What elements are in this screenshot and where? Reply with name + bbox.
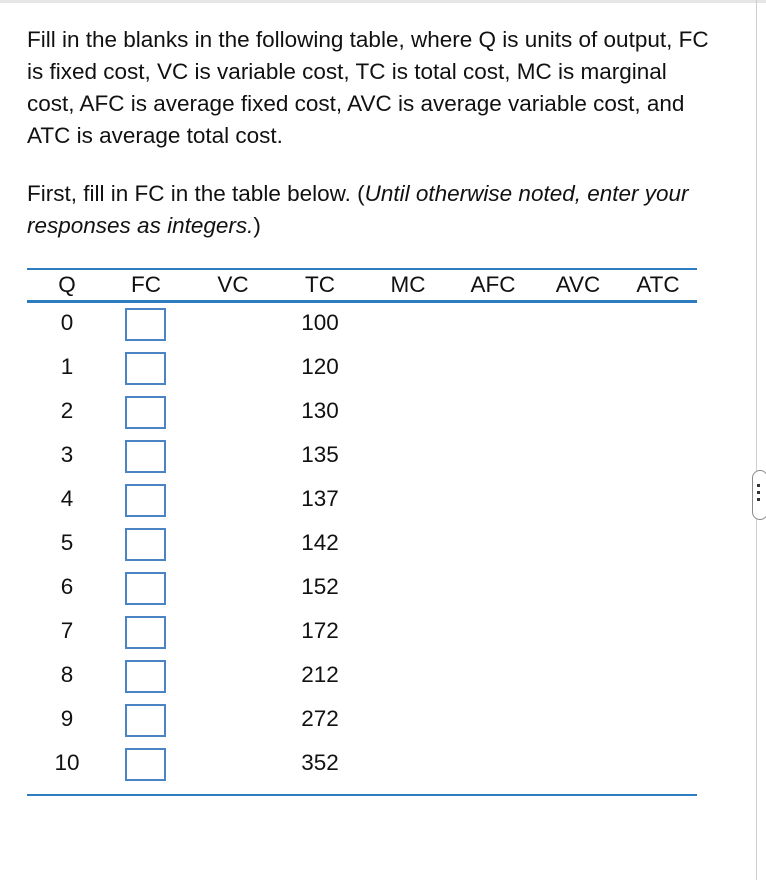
instructions-lead: First, fill in FC in the table below. ( xyxy=(27,181,365,206)
fc-input[interactable] xyxy=(125,660,166,693)
top-divider xyxy=(0,0,766,3)
table-row xyxy=(27,301,697,345)
fc-input[interactable] xyxy=(125,308,166,341)
tc-cell: 142 xyxy=(301,530,339,555)
header-q: Q xyxy=(58,272,76,297)
q-cell: 7 xyxy=(60,618,74,643)
tc-cell: 272 xyxy=(301,706,339,731)
table-row xyxy=(27,697,697,741)
header-tc: TC xyxy=(305,272,335,297)
grip-icon xyxy=(757,484,760,505)
tc-cell: 130 xyxy=(301,398,339,423)
question-instructions xyxy=(27,178,717,242)
table-row xyxy=(27,521,697,565)
header-avc: AVC xyxy=(555,272,601,297)
tc-cell: 137 xyxy=(301,486,339,511)
q-cell: 3 xyxy=(60,442,74,467)
q-cell: 8 xyxy=(60,662,74,687)
table-row xyxy=(27,345,697,389)
tc-cell: 172 xyxy=(301,618,339,643)
fc-input[interactable] xyxy=(125,396,166,429)
q-cell: 0 xyxy=(60,310,74,335)
fc-input[interactable] xyxy=(125,704,166,737)
q-cell: 5 xyxy=(60,530,74,555)
table-row xyxy=(27,653,697,697)
tc-cell: 120 xyxy=(301,354,339,379)
header-atc: ATC xyxy=(636,272,680,297)
q-cell: 9 xyxy=(60,706,74,731)
table-row xyxy=(27,477,697,521)
fc-input[interactable] xyxy=(125,528,166,561)
table-row xyxy=(27,609,697,653)
table-row xyxy=(27,741,697,785)
header-afc: AFC xyxy=(470,272,516,297)
q-cell: 6 xyxy=(60,574,74,599)
q-cell: 1 xyxy=(60,354,74,379)
header-fc: FC xyxy=(131,272,161,297)
q-cell: 10 xyxy=(54,750,80,775)
table-top-rule xyxy=(27,268,697,270)
q-cell: 4 xyxy=(60,486,74,511)
panel-resize-handle[interactable] xyxy=(752,470,766,520)
fc-input[interactable] xyxy=(125,748,166,781)
tc-cell: 212 xyxy=(301,662,339,687)
tc-cell: 100 xyxy=(301,310,339,335)
table-bottom-rule xyxy=(27,794,697,796)
instructions-note: Until otherwise noted, enter your responses as integers. xyxy=(27,181,689,238)
q-cell: 2 xyxy=(60,398,74,423)
tc-cell: 352 xyxy=(301,750,339,775)
instructions-tail: ) xyxy=(253,213,261,238)
fc-input[interactable] xyxy=(125,616,166,649)
tc-cell: 152 xyxy=(301,574,339,599)
fc-input[interactable] xyxy=(125,440,166,473)
table-row xyxy=(27,389,697,433)
question-intro: Fill in the blanks in the following table, where Q is units of output, FC is fixed cost, VC is variable cost, TC is total cost, MC is marginal cost, AFC is average fixed cost, AVC is average variable cost, and ATC is average total cost. xyxy=(27,27,709,148)
table-row xyxy=(27,565,697,609)
tc-cell: 135 xyxy=(301,442,339,467)
header-mc: MC xyxy=(390,272,426,297)
fc-input[interactable] xyxy=(125,572,166,605)
table-row xyxy=(27,433,697,477)
fc-input[interactable] xyxy=(125,352,166,385)
fc-input[interactable] xyxy=(125,484,166,517)
header-vc: VC xyxy=(217,272,249,297)
panel-right-border xyxy=(756,0,757,880)
